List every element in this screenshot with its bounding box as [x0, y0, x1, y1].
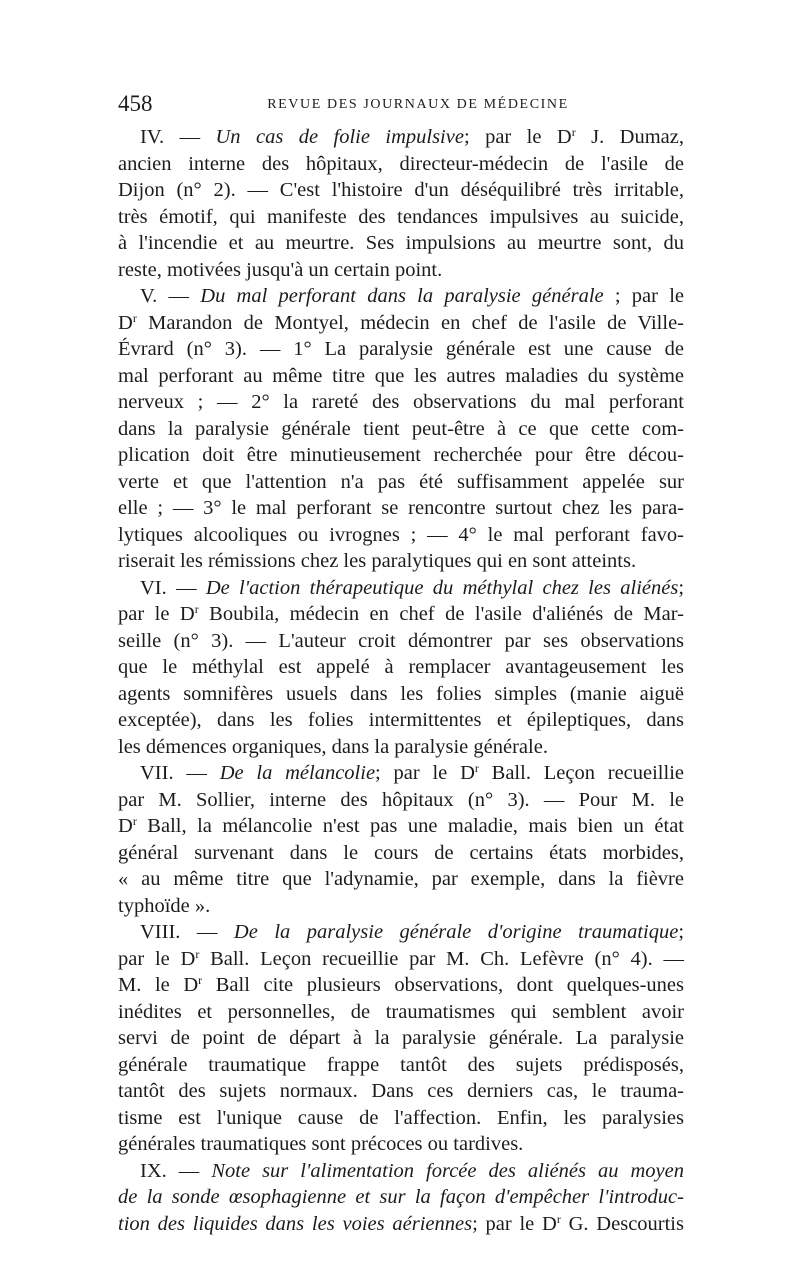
- text-line: très émotif, qui manifeste des tendances impulsives au suicide,: [118, 205, 684, 228]
- section-numeral: V.: [140, 285, 158, 307]
- section-vi: [118, 575, 684, 761]
- text-line: ancien interne des hôpitaux, directeur-médecin de l'asile de: [118, 152, 684, 175]
- section-vii: [118, 760, 684, 919]
- text-line: seille (n° 3). — L'auteur croit démontrer par ses observations: [118, 629, 684, 652]
- text-line: typhoïde ».: [118, 894, 211, 917]
- text-line: V. — Du mal perforant dans la paralysie générale ; par le: [140, 285, 684, 307]
- text-line: IV. — Un cas de folie impulsive; par le $D^r$ J. Dumaz,: [140, 125, 685, 148]
- text-line: M. le $D^r$ Ball cite plusieurs observations, dont quelques-unes: [118, 973, 684, 996]
- text-line: inédites et personnelles, de traumatismes qui semblent avoir: [118, 1000, 684, 1023]
- text-line: à l'incendie et au meurtre. Ses impulsions au meurtre sont, du: [118, 232, 684, 254]
- text-line: servi de point de départ à la paralysie générale. La paralysie: [118, 1027, 684, 1049]
- text-line: tantôt des sujets normaux. Dans ces derniers cas, le trauma-: [118, 1080, 684, 1102]
- article-body: [118, 124, 684, 1237]
- text-line: lytiques alcooliques ou ivrognes ; — 4° le mal perforant favo-: [118, 523, 684, 546]
- text-line: riserait les rémissions chez les paralytiques qui en sont atteints.: [118, 550, 637, 572]
- text-line: agents somnifères usuels dans les folies simples (manie aiguë: [118, 682, 684, 705]
- section-numeral: VIII.: [140, 921, 181, 943]
- section-viii: [118, 919, 684, 1158]
- text-line: Dijon (n° 2). — C'est l'histoire d'un déséquilibré très irritable,: [118, 179, 684, 201]
- text-line: par le $D^r$ Ball. Leçon recueillie par M. Ch. Lefèvre (n° 4). —: [118, 946, 684, 970]
- text-line: reste, motivées jusqu'à un certain point.: [118, 258, 443, 281]
- text-line: par M. Sollier, interne des hôpitaux (n° 3). — Pour M. le: [118, 788, 684, 811]
- text-line: elle ; — 3° le mal perforant se rencontre surtout chez les para-: [118, 497, 684, 519]
- text-line: les démences organiques, dans la paralysie générale.: [118, 735, 548, 758]
- text-line: tion des liquides dans les voies aériennes; par le $D^r$ G. Descourtis: [118, 1211, 684, 1235]
- text-line: de la sonde œsophagienne et sur la façon d'empêcher l'introduc-: [118, 1186, 684, 1208]
- text-line: nerveux ; — 2° la rareté des observations du mal perforant: [118, 391, 684, 413]
- text-line: VII. — De la mélancolie; par le $D^r$ Ball. Leçon recueillie: [140, 761, 684, 784]
- section-numeral: IV.: [140, 126, 165, 148]
- text-line: « au même titre que l'adynamie, par exemple, dans la fièvre: [118, 868, 684, 890]
- text-line: plication doit être minutieusement recherchée pour être décou-: [118, 444, 684, 466]
- text-line: VIII. — De la paralysie générale d'origine traumatique;: [140, 921, 685, 943]
- text-line: VI. — De l'action thérapeutique du méthylal chez les aliénés;: [140, 576, 685, 599]
- running-title: REVUE DES JOURNAUX DE MÉDECINE: [267, 97, 569, 112]
- text-line: dans la paralysie générale tient peut-être à ce que cette com-: [118, 417, 684, 440]
- text-line: générales traumatiques sont précoces ou tardives.: [118, 1133, 524, 1155]
- text-line: exceptée), dans les folies intermittentes et épileptiques, dans: [118, 709, 684, 731]
- section-v: [118, 283, 684, 575]
- text-line: par le $D^r$ Boubila, médecin en chef de l'asile d'aliénés de Mar-: [118, 602, 685, 625]
- page-number: 458: [118, 91, 153, 116]
- section-ix: [118, 1158, 684, 1238]
- text-line: $D^r$ Ball, la mélancolie n'est pas une maladie, mais bien un état: [118, 814, 684, 837]
- text-line: IX. — Note sur l'alimentation forcée des aliénés au moyen: [140, 1159, 684, 1182]
- section-iv: [118, 124, 684, 283]
- section-numeral: VI.: [140, 576, 167, 599]
- text-line: général survenant dans le cours de certains états morbides,: [118, 841, 684, 864]
- section-numeral: IX.: [140, 1159, 167, 1182]
- text-line: verte et que l'attention n'a pas été suffisamment appelée sur: [118, 470, 684, 493]
- text-line: que le méthylal est appelé à remplacer avantageusement les: [118, 656, 684, 678]
- text-line: $D^r$ Marandon de Montyel, médecin en chef de l'asile de Ville-: [118, 310, 684, 334]
- section-numeral: VII.: [140, 762, 174, 784]
- page-header: [118, 92, 688, 116]
- text-line: mal perforant au même titre que les autres maladies du système: [118, 364, 684, 387]
- text-line: générale traumatique frappe tantôt des sujets prédisposés,: [118, 1053, 684, 1076]
- text-line: tisme est l'unique cause de l'affection. Enfin, les paralysies: [118, 1106, 684, 1129]
- text-line: Évrard (n° 3). — 1° La paralysie générale est une cause de: [118, 338, 684, 360]
